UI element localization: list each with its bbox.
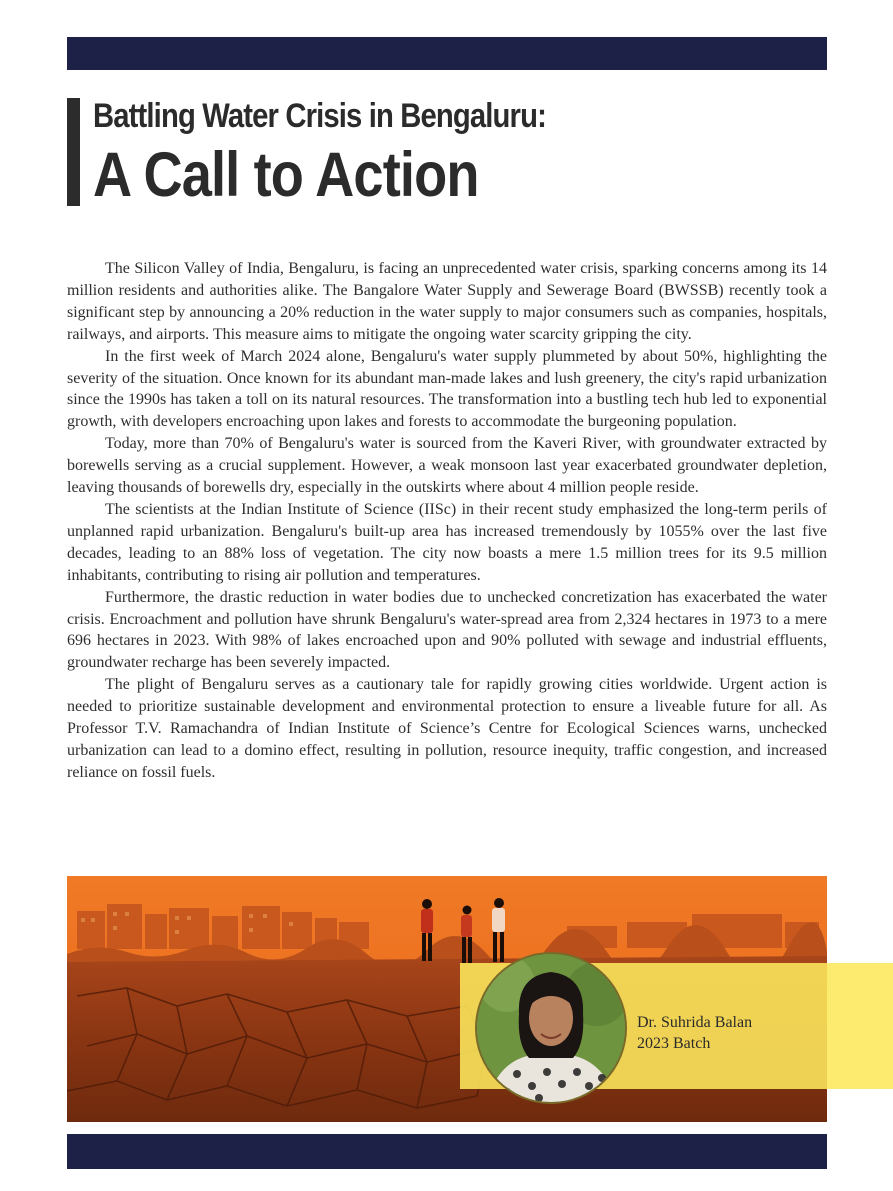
- article-paragraph: The Silicon Valley of India, Bengaluru, is facing an unprecedented water crisis, sparking concerns among its 14 million residents and authorities alike. The Bangalore Water Supply and Sewerage Board (BWSSB) recently took a significant step by announcing a 20% reduction in the water supply to major consumers such as companies, hospitals, railways, and airports. This measure aims to mitigate the ongoing water scarcity gripping the city.: [67, 260, 827, 343]
- article-title: [67, 96, 827, 208]
- bottom-footer-band: [67, 1134, 827, 1169]
- author-name: Dr. Suhrida Balan: [637, 1014, 753, 1031]
- article-paragraph: The scientists at the Indian Institute of Science (IISc) in their recent study emphasized the long-term perils of unplanned rapid urbanization. Bengaluru's built-up area has increased tremendously by 1055% over the last five decades, leading to an 88% loss of vegetation. The city now boasts a mere 1.5 million trees for its 9.5 million inhabitants, contributing to rising air pollution and temperatures.: [67, 500, 827, 584]
- title-accent-bar: [67, 98, 80, 206]
- author-batch: 2023 Batch: [637, 1035, 711, 1052]
- title-line-2: A Call to Action: [93, 140, 479, 210]
- article-paragraph: Furthermore, the drastic reduction in water bodies due to unchecked concretization has exacerbated the water crisis. Encroachment and pollution have shrunk Bengaluru's water-spread area from 2,324 hectares in 1973 to a mere 696 hectares in 2023. With 98% of lakes encroached upon and 90% polluted with sewage and industrial effluents, groundwater recharge has been severely impacted.: [67, 588, 827, 672]
- author-portrait: [477, 954, 625, 1102]
- title-line-1: Battling Water Crisis in Bengaluru:: [93, 97, 546, 135]
- article-body: [67, 258, 827, 784]
- article-paragraph: Today, more than 70% of Bengaluru's water is sourced from the Kaveri River, with groundwater extracted by borewells serving as a crucial supplement. However, a weak monsoon last year exacerbated groundwater depletion, leaving thousands of borewells dry, especially in the outskirts where about 4 million people reside.: [67, 435, 827, 497]
- top-header-band: [67, 37, 827, 70]
- article-paragraph: The plight of Bengaluru serves as a cautionary tale for rapidly growing cities worldwide. Urgent action is needed to prioritize sustainable development and environmental protection to ensure a liveable future for all. As Professor T.V. Ramachandra of Indian Institute of Science’s Centre for Ecological Sciences warns, unchecked urbanization can lead to a domino effect, resulting in pollution, resource inequity, traffic congestion, and increased reliance on fossil fuels.: [67, 676, 827, 781]
- article-paragraph: In the first week of March 2024 alone, Bengaluru's water supply plummeted by about 50%, highlighting the severity of the situation. Once known for its abundant man-made lakes and lush greenery, the city's rapid urbanization since the 1990s has taken a toll on its natural resources. The transformation into a bustling tech hub led to exponential growth, with developers encroaching upon lakes and forests to accommodate the burgeoning population.: [67, 347, 827, 431]
- author-avatar: [475, 952, 627, 1104]
